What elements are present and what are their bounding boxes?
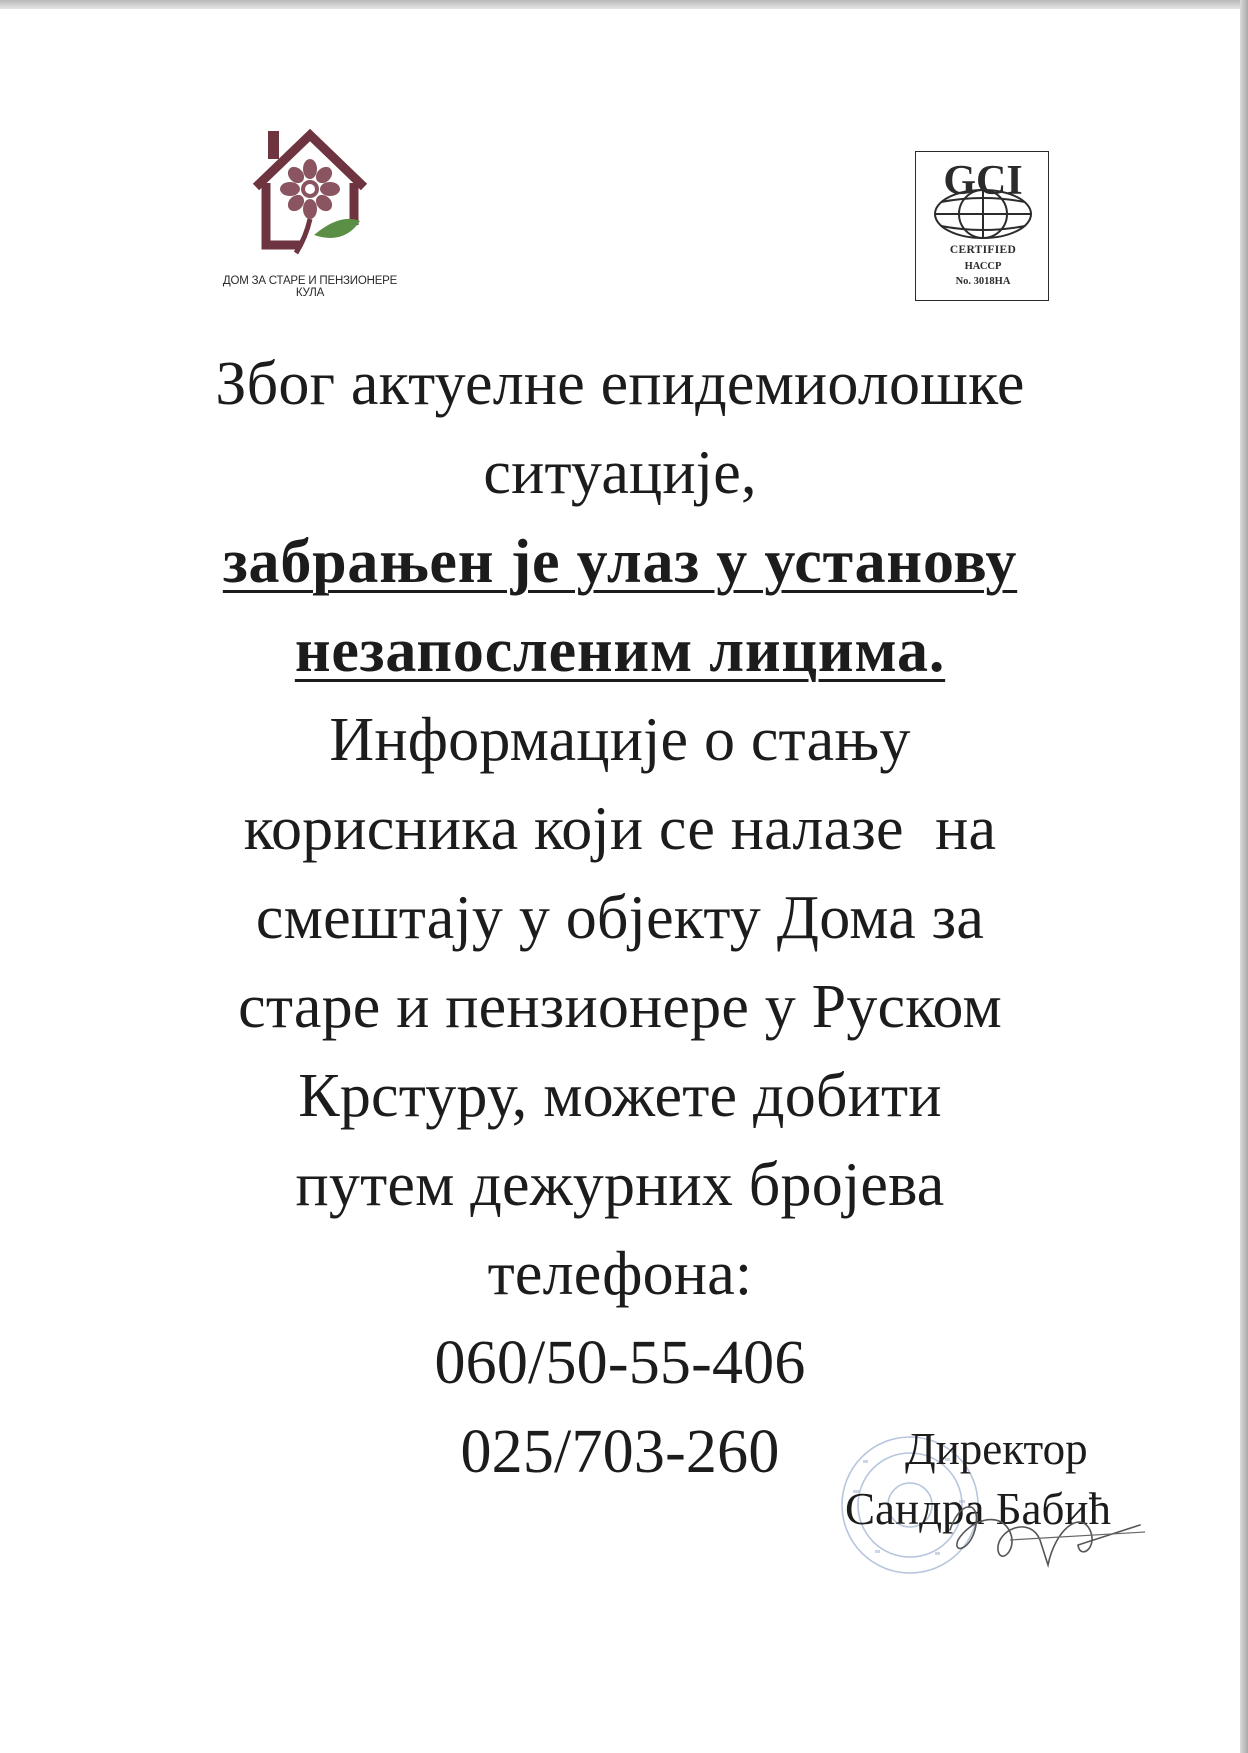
institution-name-line1: ДОМ ЗА СТАРЕ И ПЕНЗИОНЕРЕ	[222, 275, 398, 287]
signature-block	[820, 1420, 1160, 1620]
certificate-line-certified: CERTIFIED	[949, 244, 1017, 256]
scan-edge-right	[1240, 0, 1248, 1753]
notice-body	[120, 340, 1120, 1497]
notice-line-6: корисника који се налазе на	[243, 795, 997, 863]
house-flower-icon	[248, 125, 372, 260]
notice-warning	[120, 518, 1120, 607]
certificate-line-haccp: НАССР	[964, 261, 1002, 272]
institution-name-line2: КУЛА	[295, 287, 325, 299]
notice-line-2: ситуације,	[483, 439, 757, 507]
notice-line-5: Информације о стању	[329, 706, 911, 774]
scan-edge-top	[0, 0, 1248, 9]
phone-number-2: 025/703-260	[460, 1418, 780, 1486]
institution-logo	[190, 125, 430, 300]
notice-line-9: Крстуру, можете добити	[298, 1062, 942, 1130]
phone-number-1: 060/50-55-406	[434, 1329, 806, 1397]
certificate-brand: GCI	[943, 158, 1023, 204]
notice-line-7: смештају у објекту Дома за	[255, 884, 985, 952]
notice-line-11: телефона:	[487, 1240, 753, 1308]
notice-warning-line-2: незапосленим лицима.	[294, 617, 946, 685]
signatory-title: Директор	[905, 1424, 1088, 1474]
institution-name	[190, 275, 430, 299]
notice-line-1: Због актуелне епидемиолошке	[215, 350, 1025, 418]
notice-warning-line-1: забрањен је улаз у установу	[222, 528, 1018, 596]
handwritten-signature-icon	[940, 1470, 1150, 1580]
notice-line-8: старе и пензионере у Руском	[238, 973, 1002, 1041]
signatory-name: Сандра Бабић	[845, 1484, 1111, 1534]
certification-mark	[915, 151, 1049, 301]
certificate-line-number: No. 3018HA	[955, 276, 1011, 287]
notice-warning	[120, 607, 1120, 696]
notice-line-10: путем дежурних бројева	[295, 1151, 945, 1219]
globe-icon	[924, 156, 1042, 244]
